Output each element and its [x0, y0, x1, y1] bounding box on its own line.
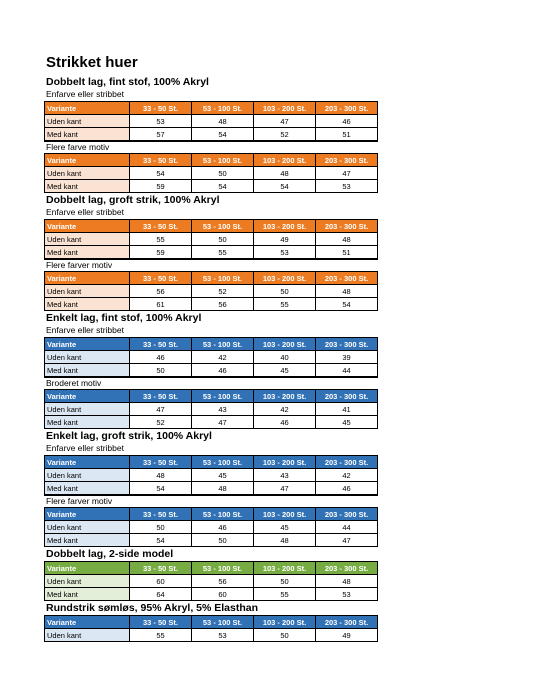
price-cell: 59 — [130, 180, 192, 193]
price-cell: 46 — [316, 482, 378, 495]
column-header-range: 103 - 200 St. — [254, 154, 316, 167]
price-table — [44, 271, 378, 311]
price-cell: 47 — [316, 167, 378, 180]
section-title: Dobbelt lag, groft strik, 100% Akryl — [46, 194, 220, 206]
column-header-variant: Variante — [45, 338, 130, 351]
table-row — [45, 588, 378, 601]
price-cell: 54 — [192, 128, 254, 141]
price-cell: 46 — [192, 521, 254, 534]
column-header-range: 203 - 300 St. — [316, 390, 378, 403]
price-cell: 48 — [316, 233, 378, 246]
price-cell: 40 — [254, 351, 316, 364]
price-cell: 44 — [316, 364, 378, 377]
price-cell: 54 — [192, 180, 254, 193]
column-header-range: 53 - 100 St. — [192, 338, 254, 351]
table-row — [45, 469, 378, 482]
column-header-range: 33 - 50 St. — [130, 338, 192, 351]
row-label: Med kant — [45, 128, 130, 141]
column-header-range: 203 - 300 St. — [316, 616, 378, 629]
price-cell: 46 — [130, 351, 192, 364]
price-cell: 48 — [254, 167, 316, 180]
table-header-row — [45, 338, 378, 351]
section-title: Enkelt lag, groft strik, 100% Akryl — [46, 430, 212, 442]
row-label: Med kant — [45, 534, 130, 547]
price-cell: 55 — [254, 588, 316, 601]
price-cell: 50 — [254, 575, 316, 588]
price-cell: 47 — [254, 482, 316, 495]
price-cell: 45 — [254, 521, 316, 534]
table-row — [45, 128, 378, 141]
column-header-range: 103 - 200 St. — [254, 562, 316, 575]
price-cell: 43 — [192, 403, 254, 416]
price-cell: 50 — [192, 233, 254, 246]
column-header-variant: Variante — [45, 616, 130, 629]
column-header-range: 53 - 100 St. — [192, 220, 254, 233]
price-cell: 42 — [192, 351, 254, 364]
price-cell: 54 — [130, 482, 192, 495]
price-cell: 47 — [192, 416, 254, 429]
row-label: Uden kant — [45, 521, 130, 534]
price-cell: 53 — [316, 180, 378, 193]
column-header-range: 53 - 100 St. — [192, 508, 254, 521]
price-cell: 45 — [254, 364, 316, 377]
table-row — [45, 521, 378, 534]
price-table — [44, 507, 378, 547]
table-row — [45, 115, 378, 128]
price-cell: 50 — [130, 364, 192, 377]
price-cell: 57 — [130, 128, 192, 141]
column-header-range: 33 - 50 St. — [130, 456, 192, 469]
table-header-row — [45, 102, 378, 115]
row-label: Uden kant — [45, 233, 130, 246]
subsection-title: Broderet motiv — [44, 377, 378, 389]
row-label: Med kant — [45, 298, 130, 311]
price-cell: 42 — [316, 469, 378, 482]
price-cell: 53 — [192, 629, 254, 642]
column-header-range: 103 - 200 St. — [254, 456, 316, 469]
price-cell: 50 — [192, 167, 254, 180]
price-cell: 56 — [192, 298, 254, 311]
column-header-range: 103 - 200 St. — [254, 102, 316, 115]
column-header-range: 203 - 300 St. — [316, 154, 378, 167]
table-row — [45, 298, 378, 311]
subsection-title: Flere farve motiv — [44, 141, 378, 153]
column-header-range: 53 - 100 St. — [192, 272, 254, 285]
price-cell: 55 — [254, 298, 316, 311]
column-header-variant: Variante — [45, 508, 130, 521]
price-cell: 59 — [130, 246, 192, 259]
column-header-range: 53 - 100 St. — [192, 616, 254, 629]
column-header-range: 33 - 50 St. — [130, 102, 192, 115]
table-row — [45, 364, 378, 377]
row-label: Uden kant — [45, 115, 130, 128]
column-header-range: 203 - 300 St. — [316, 456, 378, 469]
price-cell: 49 — [254, 233, 316, 246]
table-header-row — [45, 154, 378, 167]
section-title: Dobbelt lag, fint stof, 100% Akryl — [46, 76, 209, 88]
table-header-row — [45, 220, 378, 233]
price-cell: 51 — [316, 246, 378, 259]
column-header-range: 203 - 300 St. — [316, 508, 378, 521]
price-cell: 41 — [316, 403, 378, 416]
price-table — [44, 389, 378, 429]
column-header-range: 203 - 300 St. — [316, 102, 378, 115]
table-row — [45, 233, 378, 246]
price-cell: 54 — [316, 298, 378, 311]
price-cell: 55 — [192, 246, 254, 259]
price-cell: 64 — [130, 588, 192, 601]
document-title: Strikket huer — [46, 54, 138, 71]
column-header-variant: Variante — [45, 272, 130, 285]
price-cell: 47 — [316, 534, 378, 547]
table-row — [45, 246, 378, 259]
column-header-variant: Variante — [45, 154, 130, 167]
table-header-row — [45, 508, 378, 521]
table-header-row — [45, 390, 378, 403]
column-header-variant: Variante — [45, 562, 130, 575]
column-header-range: 103 - 200 St. — [254, 220, 316, 233]
price-cell: 44 — [316, 521, 378, 534]
subsection-title: Enfarve eller stribbet — [46, 325, 124, 335]
price-cell: 53 — [254, 246, 316, 259]
row-label: Uden kant — [45, 403, 130, 416]
column-header-range: 103 - 200 St. — [254, 616, 316, 629]
column-header-range: 33 - 50 St. — [130, 508, 192, 521]
row-label: Med kant — [45, 364, 130, 377]
price-cell: 46 — [254, 416, 316, 429]
subsection-title: Flere farver motiv — [44, 259, 378, 271]
price-cell: 49 — [316, 629, 378, 642]
row-label: Uden kant — [45, 285, 130, 298]
column-header-variant: Variante — [45, 456, 130, 469]
price-cell: 46 — [192, 364, 254, 377]
table-header-row — [45, 272, 378, 285]
subsection-title: Enfarve eller stribbet — [46, 443, 124, 453]
table-header-row — [45, 456, 378, 469]
price-cell: 51 — [316, 128, 378, 141]
price-table — [44, 455, 378, 495]
price-cell: 52 — [130, 416, 192, 429]
table-row — [45, 167, 378, 180]
table-row — [45, 575, 378, 588]
section-title: Dobbelt lag, 2-side model — [46, 548, 174, 560]
column-header-variant: Variante — [45, 390, 130, 403]
price-cell: 47 — [254, 115, 316, 128]
table-row — [45, 534, 378, 547]
price-cell: 47 — [130, 403, 192, 416]
price-cell: 60 — [192, 588, 254, 601]
price-table — [44, 337, 378, 377]
price-cell: 55 — [130, 629, 192, 642]
price-cell: 48 — [130, 469, 192, 482]
price-cell: 45 — [316, 416, 378, 429]
column-header-range: 203 - 300 St. — [316, 220, 378, 233]
column-header-range: 33 - 50 St. — [130, 154, 192, 167]
row-label: Uden kant — [45, 351, 130, 364]
price-table — [44, 561, 378, 601]
row-label: Uden kant — [45, 167, 130, 180]
price-table — [44, 615, 378, 642]
price-table — [44, 101, 378, 141]
price-cell: 54 — [254, 180, 316, 193]
row-label: Uden kant — [45, 469, 130, 482]
column-header-variant: Variante — [45, 102, 130, 115]
column-header-range: 203 - 300 St. — [316, 562, 378, 575]
price-cell: 50 — [130, 521, 192, 534]
price-cell: 53 — [316, 588, 378, 601]
price-cell: 53 — [130, 115, 192, 128]
column-header-range: 33 - 50 St. — [130, 272, 192, 285]
price-cell: 43 — [254, 469, 316, 482]
row-label: Med kant — [45, 180, 130, 193]
price-cell: 48 — [316, 285, 378, 298]
price-cell: 42 — [254, 403, 316, 416]
column-header-range: 203 - 300 St. — [316, 338, 378, 351]
table-row — [45, 403, 378, 416]
table-row — [45, 482, 378, 495]
price-cell: 56 — [192, 575, 254, 588]
price-cell: 46 — [316, 115, 378, 128]
subsection-title: Enfarve eller stribbet — [46, 89, 124, 99]
table-row — [45, 416, 378, 429]
price-cell: 50 — [254, 285, 316, 298]
price-cell: 45 — [192, 469, 254, 482]
column-header-range: 203 - 300 St. — [316, 272, 378, 285]
price-cell: 54 — [130, 167, 192, 180]
column-header-range: 33 - 50 St. — [130, 562, 192, 575]
table-row — [45, 180, 378, 193]
price-cell: 54 — [130, 534, 192, 547]
price-cell: 55 — [130, 233, 192, 246]
row-label: Med kant — [45, 246, 130, 259]
column-header-range: 103 - 200 St. — [254, 508, 316, 521]
price-cell: 52 — [192, 285, 254, 298]
table-row — [45, 285, 378, 298]
column-header-variant: Variante — [45, 220, 130, 233]
row-label: Med kant — [45, 416, 130, 429]
table-row — [45, 629, 378, 642]
column-header-range: 103 - 200 St. — [254, 338, 316, 351]
price-cell: 60 — [130, 575, 192, 588]
table-header-row — [45, 616, 378, 629]
column-header-range: 103 - 200 St. — [254, 272, 316, 285]
subsection-title: Enfarve eller stribbet — [46, 207, 124, 217]
price-cell: 48 — [192, 115, 254, 128]
column-header-range: 33 - 50 St. — [130, 616, 192, 629]
price-cell: 61 — [130, 298, 192, 311]
section-title: Rundstrik sømløs, 95% Akryl, 5% Elasthan — [46, 602, 259, 614]
price-cell: 39 — [316, 351, 378, 364]
price-table — [44, 219, 378, 259]
price-cell: 52 — [254, 128, 316, 141]
price-cell: 50 — [192, 534, 254, 547]
column-header-range: 53 - 100 St. — [192, 456, 254, 469]
column-header-range: 33 - 50 St. — [130, 390, 192, 403]
table-row — [45, 351, 378, 364]
price-cell: 56 — [130, 285, 192, 298]
subsection-title: Flere farver motiv — [44, 495, 378, 507]
section-title: Enkelt lag, fint stof, 100% Akryl — [46, 312, 202, 324]
column-header-range: 33 - 50 St. — [130, 220, 192, 233]
column-header-range: 53 - 100 St. — [192, 390, 254, 403]
row-label: Med kant — [45, 588, 130, 601]
row-label: Uden kant — [45, 629, 130, 642]
price-cell: 50 — [254, 629, 316, 642]
column-header-range: 53 - 100 St. — [192, 102, 254, 115]
row-label: Uden kant — [45, 575, 130, 588]
price-table — [44, 153, 378, 193]
row-label: Med kant — [45, 482, 130, 495]
column-header-range: 103 - 200 St. — [254, 390, 316, 403]
price-cell: 48 — [254, 534, 316, 547]
price-cell: 48 — [192, 482, 254, 495]
column-header-range: 53 - 100 St. — [192, 154, 254, 167]
price-cell: 48 — [316, 575, 378, 588]
column-header-range: 53 - 100 St. — [192, 562, 254, 575]
price-tables — [44, 75, 378, 642]
table-header-row — [45, 562, 378, 575]
